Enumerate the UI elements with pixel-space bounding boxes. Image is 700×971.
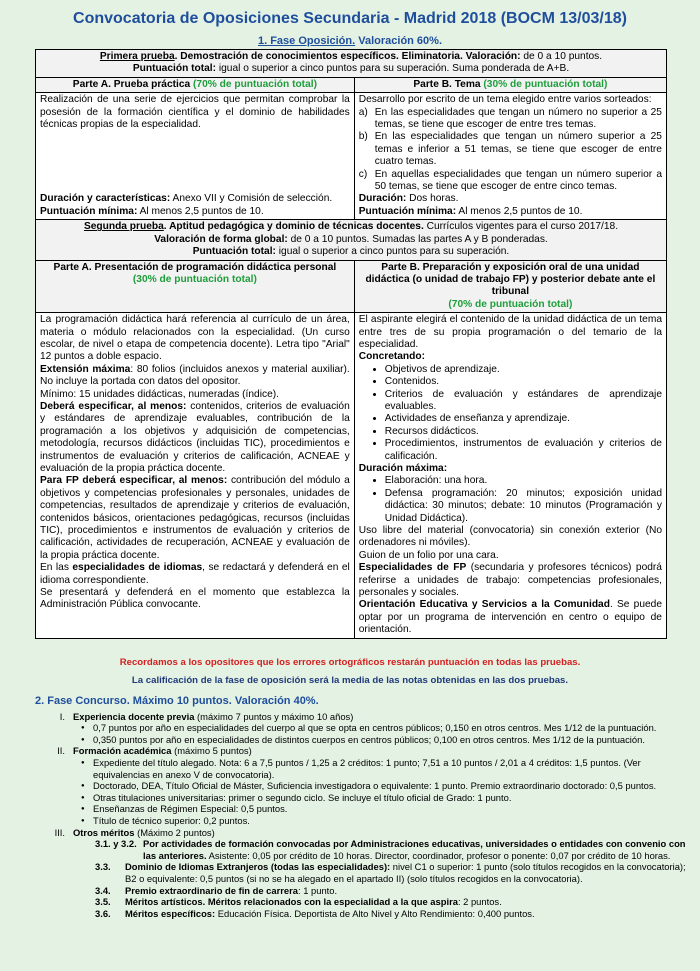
prueba1-partB-dur: Dos horas. [406,193,459,205]
prueba1-partB-title: Parte B. Tema [413,78,484,90]
prueba1-partB-list [359,107,662,194]
prueba2-total-text: igual o superior a cinco puntos para su superación. [275,246,510,258]
prueba1-partB-dur-label: Duración: [358,193,407,205]
document-title: Convocatoria de Oposiciones Secundaria - Madrid 2018 (BOCM 13/03/18) [73,10,627,27]
prueba2-total-label: Puntuación total: [192,246,276,258]
list-item: ● 0,7 puntos por año en especialidades del cuerpo al que se opta en centros públicos; 0,150 en otros centros. Mes 1/12 de la puntuación. [85,722,690,734]
prueba2-partB-title: Parte B. Preparación y exposición oral de una unidad didáctica (o unidad de trabajo FP) y posterior debate ante el tribunal [365,261,656,298]
prueba2-partA-fp: contribución del módulo a objetivos y competencias profesionales y personales, unidades de competencias, resultados de aprendizaje y criterios de evaluación, contenidos básicos, orientaciones pedagógicas, recursos (incluidas TIC), procedimientos e instrumentos de evaluación y criterios de calificación, actividades de recuperación, ACNEAE y evaluación de la propia práctica docente. [40,475,350,561]
prueba2-partB-fp: (secundaria y profesores técnicos) podrá referirse a unidades de trabajo: competencias profesionales, personales y sociales. [358,562,662,599]
prueba2-partB-pct: (70% de puntuación total) [448,298,573,310]
prueba2-heading-tail: Currículos vigentes para el curso 2017/18. [423,221,619,233]
merit-item: 3.5. Méritos artísticos. Méritos relacionados con la especialidad a la que aspira: 2 puntos. [95,896,502,908]
list-item: • Defensa programación: 20 minutos; exposición unidad didáctica: 30 minutos; debate: 10 minutos (Programación y Unidad Didáctica). [385,488,662,525]
grading-notice: La calificación de la fase de oposición será la media de las notas obtenidas en las dos pruebas. [131,675,569,686]
phase2-section [35,696,690,919]
list-item: • Criterios de evaluación y estándares de aprendizaje evaluables. [385,389,662,414]
list-item: ● Expediente del título alegado. Nota: 6 a 7,5 puntos / 1,25 a 2 créditos: 1 punto; 7,51 a 10 puntos / 2,01 a 4 créditos: 1,5 puntos. (Ver equivalencias en anexo V de convocatoria). [85,757,690,780]
list-item: ● Otras titulaciones universitarias: primer o segundo ciclo. Se incluye el título oficial de Grado: 1 punto. [85,792,690,804]
prueba2-partB-p3: Guion de un folio por una cara. [358,549,499,561]
prueba2-val-label: Valoración de forma global: [154,233,288,245]
list-item: • Recursos didácticos. [385,426,662,438]
prueba2-partA-spec-label: Deberá especificar, al menos: [40,400,187,412]
prueba2-partA-ext-label: Extensión máxima [40,363,131,375]
prueba1-heading-label: Primera prueba [99,51,175,62]
prueba1-partA-dur: Anexo VII y Comisión de selección. [170,193,333,205]
prueba1-partB-min-label: Puntuación mínima: [358,205,457,217]
prueba2-parts-header [36,261,666,314]
list-item: ● Doctorado, DEA, Título Oficial de Máster, Suficiencia investigadora o equivalente: 1 punto. Premio extraordinario doctorado: 0,5 puntos. [85,780,690,792]
prueba1-partA-dur-label: Duración y características: [40,193,171,205]
prueba2-partA-fp-label: Para FP deberá especificar, al menos: [40,475,228,487]
phase2-heading: 2. Fase Concurso. Máximo 10 puntos. Valoración 40%. [35,695,319,707]
phase1-subtitle-weight: Valoración 60%. [355,35,443,47]
prueba1-parts-header [36,78,666,93]
list-item: ● Enseñanzas de Régimen Especial: 0,5 puntos. [85,803,690,815]
phase2-I-list [35,722,690,745]
prueba2-partA-spec: contenidos, criterios de evaluación y estándares de aprendizaje evaluables, contribución de la programación a los objetivos y adquisición de competencias, metodología, recursos didácticos (incluidas TIC), procedimientos e instrumentos de evaluación y criterios de calificación, ACNEAE y evaluación de la propia práctica docente. [40,400,350,474]
list-item: • Contenidos. [385,376,662,388]
prueba2-partA-idiomas: especialidades de idiomas [72,562,203,574]
list-item: • Actividades de enseñanza y aprendizaje. [385,413,662,425]
list-item: b) En las especialidades que tengan un número superior a 25 temas e inferior a 51 temas, se tiene que escoger de entre cuatro temas. [358,131,662,168]
list-item: c) En aquellas especialidades que tengan un número superior a 50 temas, se tiene que escoger de entre cinco temas. [358,168,662,193]
prueba2-partB-fp-label: Especialidades de FP [358,562,467,574]
prueba2-partB-concretando: Concretando: [358,351,425,363]
phase2-item-III: III. Otros méritos (Máximo 2 puntos) [54,826,215,838]
prueba2-partB-dur-items [359,475,662,525]
phase1-subtitle-name: 1. Fase Oposición. [257,35,356,47]
prueba2-partB-items [359,364,662,463]
phase2-II-list [35,757,690,827]
phase2-item-II: II. Formación académica (máximo 5 puntos) [57,745,252,757]
prueba1-heading-text: . Demostración de conocimientos específicos. Eliminatoria. Valoración: [174,51,521,62]
prueba2-partB-p1: El aspirante elegirá el contenido de la unidad didáctica de un tema entre tres de su propia programación o del temario de la especialidad. [358,314,662,350]
prueba1-parts-body [36,93,666,220]
prueba1-partB-intro: Desarrollo por escrito de un tema elegido entre varios sorteados: [358,94,652,106]
list-item: ● Título de técnico superior: 0,2 puntos. [85,815,690,827]
prueba1-partA-text: Realización de una serie de ejercicios que permitan comprobar la posesión de la formación científica y el dominio de habilidades técnicas propias de la especialidad. [40,94,350,131]
prueba2-partA-p1: La programación didáctica hará referencia al currículo de un área, materia o módulo relacionados con la especialidad. (Un curso escolar, de nivel o etapa de competencia docente). Letra tipo "Arial" 12 puntos a doble espacio. [40,314,350,363]
phase1-table [35,49,667,639]
list-item: ● 0,350 puntos por año en especialidades de distintos cuerpos en centros públicos; 0,100 en otros centros. Mes 1/12 de la puntuación. [85,734,690,746]
merit-item: 3.3. Dominio de Idiomas Extranjeros (todas las especialidades): nivel C1 o superior: 1 punto (solo títulos recogidos en la convocatoria); B2 o equivalente: 0,5 puntos (si no se ha alegado en el apartado II) (solo títulos recogidos en la convocatoria). [95,861,686,884]
prueba1-partA-title: Parte A. Prueba práctica [72,78,194,90]
prueba1-heading-tail: de 0 a 10 puntos. [520,51,603,62]
phase2-item-I: I. Experiencia docente previa (máximo 7 puntos y máximo 10 años) [59,710,354,722]
prueba1-total-label: Puntuación total: [132,63,217,75]
list-item: • Objetivos de aprendizaje. [385,364,662,376]
spelling-notice: Recordamos a los opositores que los errores ortográficos restarán puntuación en todas las pruebas. [119,657,581,668]
prueba2-val-text: de 0 a 10 puntos. Sumadas las partes A y B ponderadas. [287,233,548,245]
prueba2-partB-p2: Uso libre del material (convocatoria) sin conexión exterior (No ordenadores ni móviles). [358,525,662,549]
prueba2-partB-orient: . Se puede optar por un programa de intervención en centro o equipo de orientación. [358,599,662,636]
merit-item: 3.6. Méritos específicos: Educación Física. Deportista de Alto Nivel y Alto Rendimiento: 0,400 puntos. [95,907,535,919]
prueba1-partA-pct: (70% de puntuación total) [193,78,317,90]
prueba2-parts-body: La programación didáctica hará referencia al currículo de un área, materia o módulo relacionados con la especialidad. (Un curso escolar, de nivel o etapa de competencia docente). Letra tipo "Arial" 12 puntos a doble espacio. Extensión máxima: 80 folios (incluidos anexos y material auxiliar). No incluye la portada con datos del opositor. Mínimo: 15 unidades didácticas, numeradas (índice). Deberá especificar, al menos: contenidos, criterios de evaluación y estándares de aprendizaje evaluables, contribución de la programación a los objetivos y adquisición de competencias, metodología, recursos didácticos (incluidas TIC), procedimientos e instrumentos de evaluación y criterios de calificación, ACNEAE y evaluación de la propia práctica docente. Para FP deberá especificar, al menos: contribución del módulo a objetivos y competencias profesionales y personales, unidades de competencias, resultados de aprendizaje y criterios de evaluación, contenidos básicos, orientaciones pedagógicas, recursos (incluidas TIC), procedimientos e instrumentos de evaluación y criterios de calificación, actividades de recuperación, ACNEAE y evaluación de la propia práctica docente. En las especialidades de idiomas, se redactará y defenderá en el idioma correspondiente. Se presentará y defenderá en el momento que establezca la Administración Pública convocante. El aspirante elegirá el contenido de la unidad didáctica de un tema entre tres de su propia programación o del temario de la especialidad. Concretando: • Objetivos de aprendizaje. • Contenidos. • Criterios de evaluación y estándares de aprendizaje evaluables. • Actividades de enseñanza y aprendizaje. • Recursos didácticos. • Procedimientos, instrumentos de evaluación y criterios de calificación. Duración máxima: • Elaboración: una hora. • Defensa programación: 20 minutos; exposición unidad didáctica: 30 minutos; debate: 10 minutos (Programación y Unidad Didáctica). Uso libre del material (convocatoria) sin conexión exterior (No ordenadores ni móviles). Guion de un folio por una cara. Especialidades de FP (secundaria y profesores técnicos) podrá referirse a unidades de trabajo: competencias profesionales, personales y sociales. Orientación Educativa y Servicios a la Comunidad. Se puede optar por un programa de intervención en centro o equipo de orientación. [36,313,666,638]
prueba1-total-text: igual o superior a cinco puntos para su superación. Suma ponderada de A+B. [216,63,570,75]
prueba1-partA-min-label: Puntuación mínima: [40,205,138,217]
prueba2-heading-text: . Aptitud pedagógica y dominio de técnicas docentes. [163,221,424,233]
merit-item: 3.1. y 3.2. Por actividades de formación convocadas por Administraciones educativas, universidades o entidades con convenio con las anteriores. Asistente: 0,05 por crédito de 10 horas. Director, coordinador, profesor o ponente: 0,07 por crédito de 10 horas. [95,838,686,861]
list-item: a) En las especialidades que tengan un número no superior a 25 temas, se tiene que escoger de entre tres temas. [358,106,662,131]
prueba1-partA-min: Al menos 2,5 puntos de 10. [137,205,264,217]
list-item: • Elaboración: una hora. [385,475,662,487]
list-item: • Procedimientos, instrumentos de evaluación y criterios de calificación. [385,438,662,463]
prueba2-partA-pct: (30% de puntuación total) [132,273,257,285]
prueba2-partB-duracion: Duración máxima: [358,463,448,474]
prueba1-partB-pct: (30% de puntuación total) [483,78,608,90]
prueba1-partB-min: Al menos 2,5 puntos de 10. [456,205,583,217]
prueba2-header [36,220,666,260]
prueba2-partB-orient-label: Orientación Educativa y Servicios a la Comunidad [358,599,610,611]
phase1-subtitle [0,35,700,49]
prueba2-heading-label: Segunda prueba [83,221,164,233]
phase2-III-merits [35,838,690,919]
merit-item: 3.4. Premio extraordinario de fin de carrera: 1 punto. [95,884,338,896]
prueba2-partA-p7: Se presentará y defenderá en el momento que establezca la Administración Pública convocante. [40,587,350,611]
prueba2-partA-ext: : 80 folios (incluidos anexos y material auxiliar). No incluye la portada con datos del opositor. [40,363,350,388]
prueba2-partA-min: Mínimo: 15 unidades didácticas, numeradas (índice). [40,388,279,400]
prueba1-header [36,50,666,78]
prueba2-partA-title: Parte A. Presentación de programación didáctica personal [53,261,337,273]
